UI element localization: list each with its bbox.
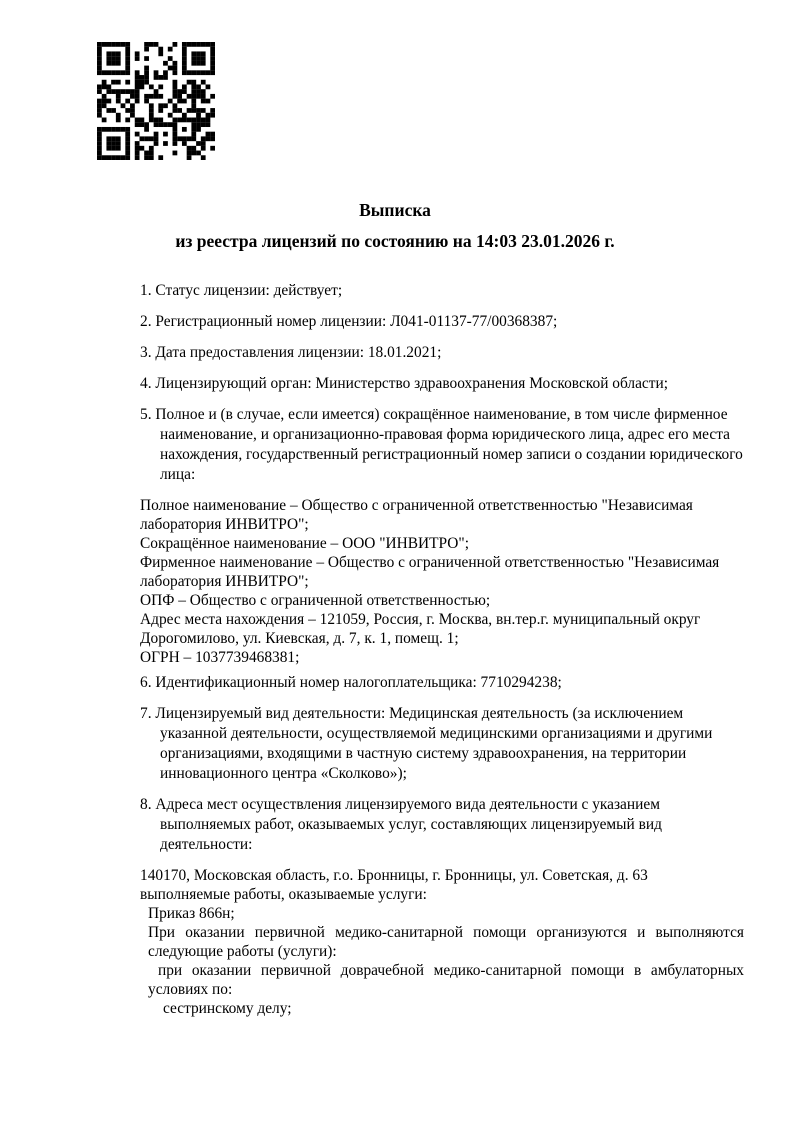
document-title: Выписка bbox=[359, 200, 431, 220]
grant-date-line: 3. Дата предоставления лицензии: 18.01.2021; bbox=[140, 344, 442, 361]
order-reference: Приказ 866н; bbox=[148, 905, 235, 922]
org-ogrn: ОГРН – 1037739468381; bbox=[140, 649, 300, 666]
license-status-line: 1. Статус лицензии: действует; bbox=[140, 282, 343, 299]
taxpayer-id-line: 6. Идентификационный номер налогоплательщика: 7710294238; bbox=[140, 674, 562, 691]
org-full-name: Полное наименование – Общество с ограниченной ответственностью "Независимая лаборатория ИНВИТРО"; bbox=[140, 497, 693, 533]
org-short-name: Сокращённое наименование – ООО "ИНВИТРО"; bbox=[140, 535, 469, 552]
licensed-activity-line: 7. Лицензируемый вид деятельности: Медицинская деятельность (за исключением указанной деятельности, осуществляемой медицинскими организациями и другими организациями, входящими в частную систему здравоохранения, на территории инновационного центра «Сколково»); bbox=[140, 705, 713, 782]
document-subtitle: из реестра лицензий по состоянию на 14:03 23.01.2026 г. bbox=[175, 231, 615, 251]
org-brand-name: Фирменное наименование – Общество с ограниченной ответственностью "Независимая лаборатория ИНВИТРО"; bbox=[140, 554, 720, 590]
document-body bbox=[140, 281, 744, 1018]
org-details bbox=[140, 496, 744, 667]
work-item-primary-care: При оказании первичной медико-санитарной помощи организуются и выполняются следующие работы (услуги): bbox=[148, 924, 744, 960]
org-legal-form: ОПФ – Общество с ограниченной ответственностью; bbox=[140, 592, 491, 609]
licensing-authority-line: 4. Лицензирующий орган: Министерство здравоохранения Московской области; bbox=[140, 375, 668, 392]
activity-address-block bbox=[140, 866, 744, 904]
org-address: Адрес места нахождения – 121059, Россия, г. Москва, вн.тер.г. муниципальный округ Дорогомилово, ул. Киевская, д. 7, к. 1, помещ. 1; bbox=[140, 611, 701, 647]
activity-addresses-header: 8. Адреса мест осуществления лицензируемого вида деятельности с указанием выполняемых работ, оказываемых услуг, составляющих лицензируемый вид деятельности: bbox=[140, 796, 662, 853]
work-item-nursing: сестринскому делу; bbox=[163, 1000, 292, 1017]
work-item-prehospital-care: при оказании первичной доврачебной медико-санитарной помощи в амбулаторных условиях по: bbox=[148, 962, 744, 998]
registration-number-line: 2. Регистрационный номер лицензии: Л041-01137-77/00368387; bbox=[140, 313, 558, 330]
org-names-header: 5. Полное и (в случае, если имеется) сокращённое наименование, в том числе фирменное наименование, и организационно-правовая форма юридического лица, адрес его места нахождения, государственный регистрационный номер записи о создании юридического лица: bbox=[140, 406, 743, 483]
qr-code bbox=[97, 42, 215, 160]
activity-address: 140170, Московская область, г.о. Бронницы, г. Бронницы, ул. Советская, д. 63 bbox=[140, 867, 648, 884]
works-list bbox=[140, 904, 744, 1018]
works-label: выполняемые работы, оказываемые услуги: bbox=[140, 886, 427, 903]
